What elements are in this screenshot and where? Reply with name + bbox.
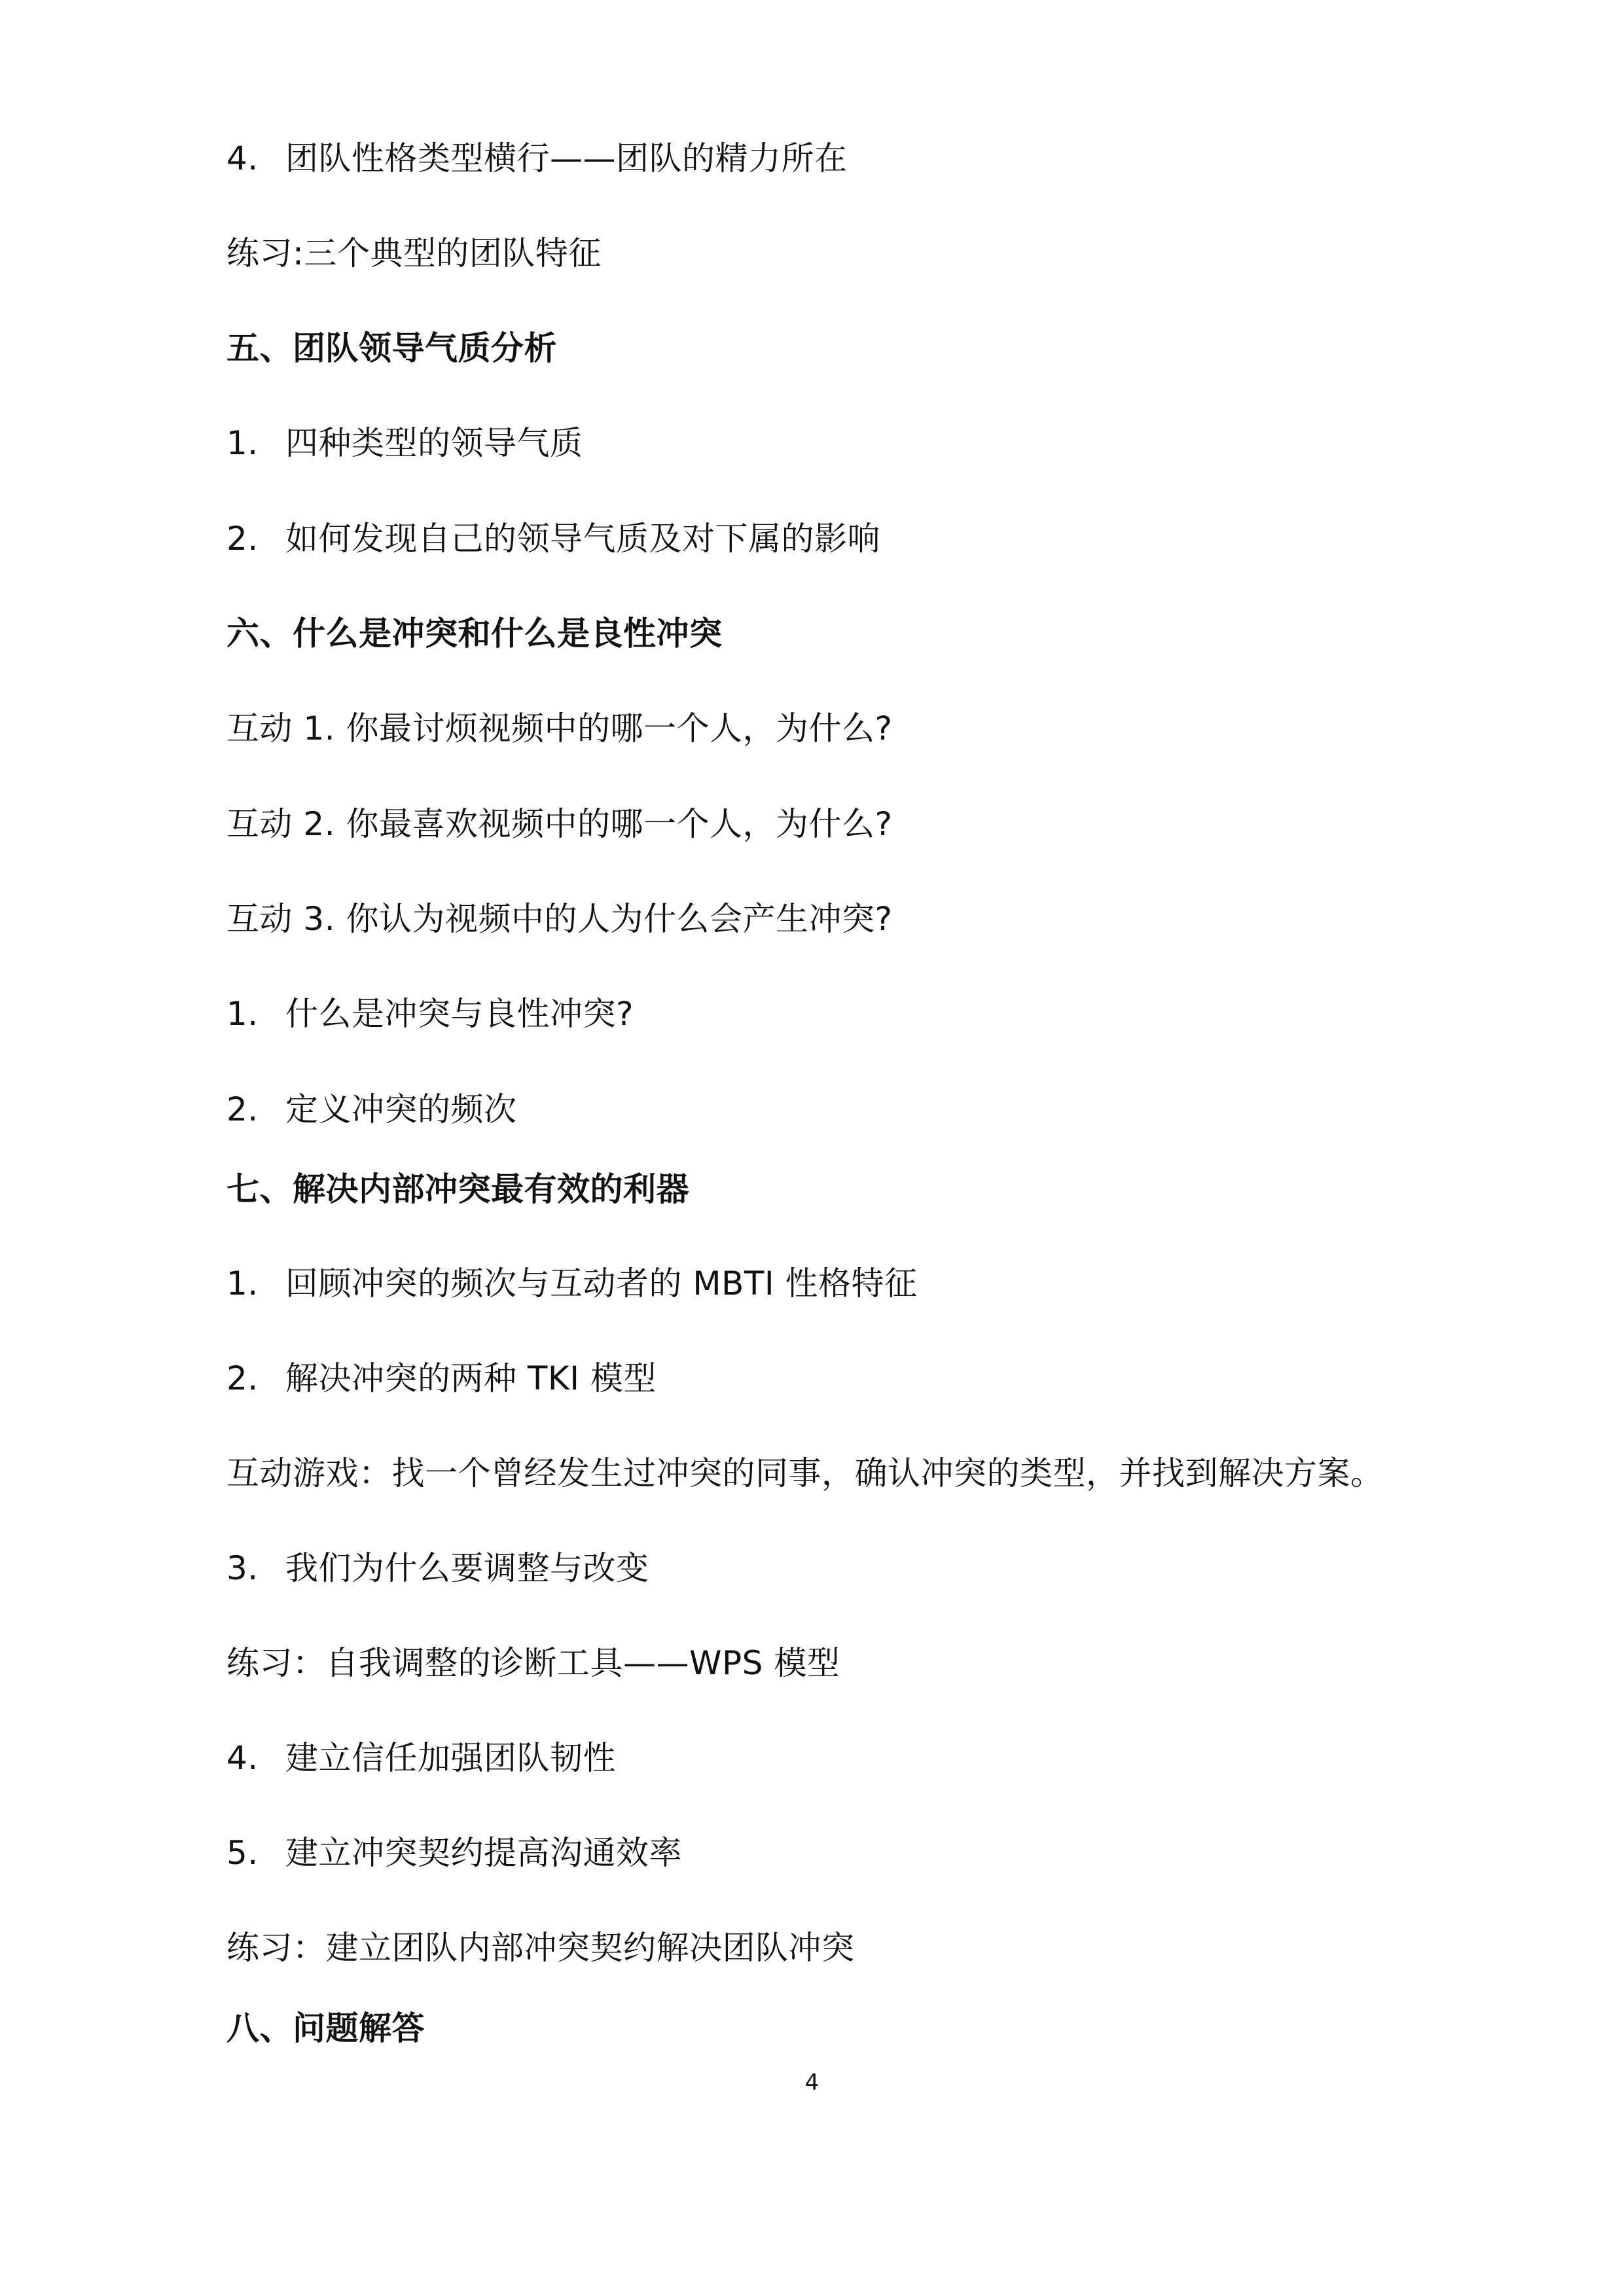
list-number: 2. — [226, 520, 259, 558]
exercise-line: 练习：自我调整的诊断工具——WPS 模型 — [226, 1644, 840, 1682]
list-item — [226, 1545, 649, 1591]
list-number: 3. — [226, 1549, 259, 1587]
list-item — [226, 1830, 682, 1876]
list-number: 1. — [226, 1265, 259, 1302]
list-number: 4. — [226, 1739, 259, 1777]
list-item-text: 四种类型的领导气质 — [285, 424, 583, 462]
list-number: 1. — [226, 995, 259, 1033]
list-number: 1. — [226, 424, 259, 462]
list-number: 4. — [226, 139, 259, 177]
exercise-line: 练习：建立团队内部冲突契约解决团队冲突 — [226, 1929, 855, 1967]
list-item-text: 解决冲突的两种 TKI 模型 — [285, 1359, 657, 1397]
list-item-text: 团队性格类型横行——团队的精力所在 — [285, 139, 848, 177]
list-item-text: 我们为什么要调整与改变 — [285, 1549, 649, 1587]
list-item-text: 什么是冲突与良性冲突? — [285, 995, 634, 1033]
page-number: 4 — [804, 2070, 820, 2096]
exercise-line: 练习:三个典型的团队特征 — [226, 234, 602, 272]
section-heading: 八、问题解答 — [226, 2009, 425, 2047]
section-heading: 七、解决内部冲突最有效的利器 — [226, 1170, 689, 1208]
list-item — [226, 1086, 517, 1132]
interaction-line: 互动 2. 你最喜欢视频中的哪一个人，为什么? — [226, 805, 893, 843]
list-number: 2. — [226, 1090, 259, 1128]
list-item-text: 建立信任加强团队韧性 — [285, 1739, 616, 1777]
list-item — [226, 991, 634, 1037]
list-number: 2. — [226, 1359, 259, 1397]
list-item-text: 建立冲突契约提高沟通效率 — [285, 1834, 682, 1872]
list-item — [226, 1355, 657, 1401]
interaction-line: 互动 3. 你认为视频中的人为什么会产生冲突? — [226, 900, 893, 938]
section-heading: 五、团队领导气质分析 — [226, 329, 557, 367]
list-item — [226, 135, 848, 181]
interaction-line: 互动 1. 你最讨烦视频中的哪一个人，为什么? — [226, 709, 893, 747]
interaction-game-line: 互动游戏：找一个曾经发生过冲突的同事，确认冲突的类型，并找到解决方案。 — [226, 1454, 1384, 1492]
list-item-text: 回顾冲突的频次与互动者的 MBTI 性格特征 — [285, 1265, 918, 1302]
list-number: 5. — [226, 1834, 259, 1872]
list-item — [226, 516, 880, 562]
list-item — [226, 1261, 918, 1306]
section-heading: 六、什么是冲突和什么是良性冲突 — [226, 615, 723, 653]
list-item-text: 如何发现自己的领导气质及对下属的影响 — [285, 520, 880, 558]
list-item — [226, 1735, 616, 1781]
list-item — [226, 420, 583, 466]
list-item-text: 定义冲突的频次 — [285, 1090, 517, 1128]
